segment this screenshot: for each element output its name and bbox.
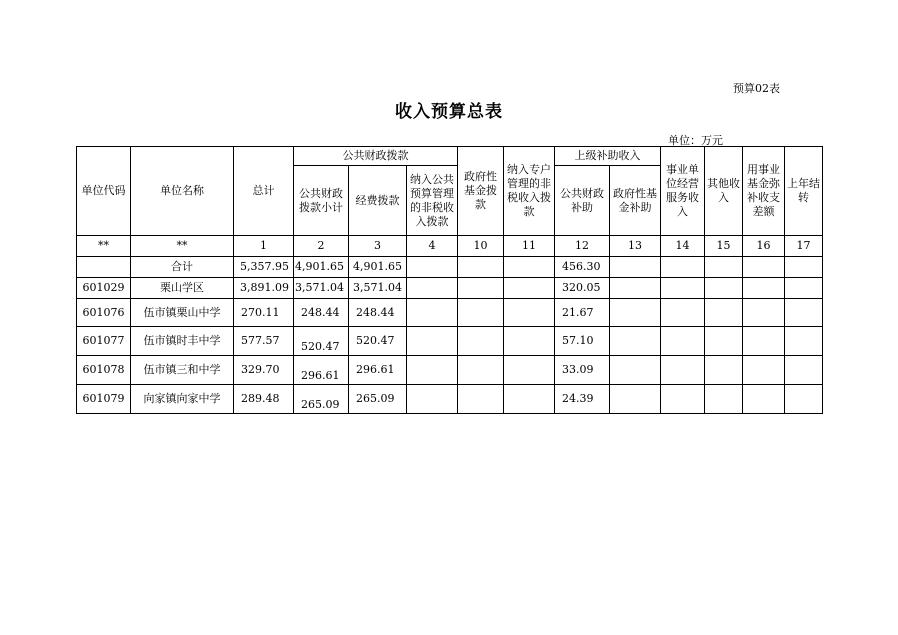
empty-cell [743,257,785,278]
unit-name-cell: 合计 [131,257,234,278]
us-public-cell: 33.09 [555,356,610,385]
empty-cell [661,356,705,385]
header-carryover: 上年结转 [785,147,823,236]
table-row [77,257,823,278]
total-cell: 329.70 [234,356,294,385]
empty-cell [743,327,785,356]
pf-funding-cell: 3,571.04 [349,278,407,299]
header-service-income: 事业单位经营服务收入 [661,147,705,236]
empty-cell [610,299,661,327]
empty-cell [504,278,555,299]
pf-subtotal-cell: 265.09 [294,385,349,414]
empty-cell [610,257,661,278]
empty-cell [661,385,705,414]
empty-cell [610,356,661,385]
index-cell: 4 [407,236,458,257]
pf-funding-cell: 248.44 [349,299,407,327]
header-pf-nontax: 纳入公共预算管理的非税收入拨款 [407,166,458,236]
empty-cell [661,299,705,327]
empty-cell [661,327,705,356]
pf-funding-cell: 296.61 [349,356,407,385]
header-fund-gap: 用事业基金弥补收支差额 [743,147,785,236]
empty-cell [785,327,823,356]
index-cell: 16 [743,236,785,257]
total-cell: 289.48 [234,385,294,414]
unit-name-cell: 伍市镇三和中学 [131,356,234,385]
table-row [77,385,823,414]
index-cell: 12 [555,236,610,257]
unit-code-cell [77,257,131,278]
header-pf-funding: 经费拨款 [349,166,407,236]
unit-name-cell: 栗山学区 [131,278,234,299]
unit-code-cell: 601078 [77,356,131,385]
empty-cell [610,327,661,356]
header-unit-code: 单位代码 [77,147,131,236]
empty-cell [661,278,705,299]
empty-cell [661,257,705,278]
empty-cell [458,356,504,385]
header-total: 总计 [234,147,294,236]
empty-cell [785,257,823,278]
empty-cell [743,299,785,327]
table-row [77,299,823,327]
empty-cell [743,356,785,385]
header-public-fiscal: 公共财政拨款 [294,147,458,166]
empty-cell [458,327,504,356]
index-cell: 2 [294,236,349,257]
empty-cell [705,385,743,414]
index-cell: 14 [661,236,705,257]
header-other-income: 其他收入 [705,147,743,236]
empty-cell [504,257,555,278]
unit-code-cell: 601076 [77,299,131,327]
empty-cell [458,278,504,299]
pf-subtotal-cell: 248.44 [294,299,349,327]
header-unit-name: 单位名称 [131,147,234,236]
us-public-cell: 320.05 [555,278,610,299]
empty-cell [458,299,504,327]
empty-cell [458,385,504,414]
total-cell: 3,891.09 [234,278,294,299]
header-us-govfund: 政府性基金补助 [610,166,661,236]
unit-name-cell: 伍市镇栗山中学 [131,299,234,327]
page-title: 收入预算总表 [395,102,503,122]
empty-cell [610,278,661,299]
unit-label: 单位：万元 [668,134,723,147]
pf-subtotal-cell: 296.61 [294,356,349,385]
header-special-nontax: 纳入专户管理的非税收入拨款 [504,147,555,236]
total-cell: 577.57 [234,327,294,356]
index-cell: ** [131,236,234,257]
empty-cell [705,299,743,327]
empty-cell [458,257,504,278]
total-cell: 270.11 [234,299,294,327]
empty-cell [610,385,661,414]
pf-subtotal-cell: 4,901.65 [294,257,349,278]
total-cell: 5,357.95 [234,257,294,278]
us-public-cell: 57.10 [555,327,610,356]
empty-cell [743,385,785,414]
empty-cell [407,257,458,278]
empty-cell [785,299,823,327]
table-row [77,278,823,299]
index-cell: 11 [504,236,555,257]
table-row [77,327,823,356]
empty-cell [705,327,743,356]
unit-name-cell: 向家镇向家中学 [131,385,234,414]
empty-cell [705,356,743,385]
empty-cell [407,299,458,327]
unit-code-cell: 601079 [77,385,131,414]
empty-cell [705,278,743,299]
us-public-cell: 456.30 [555,257,610,278]
header-upper-subsidy: 上级补助收入 [555,147,661,166]
index-cell: 1 [234,236,294,257]
pf-subtotal-cell: 520.47 [294,327,349,356]
unit-code-cell: 601029 [77,278,131,299]
empty-cell [504,356,555,385]
empty-cell [407,278,458,299]
header-gov-fund: 政府性基金拨款 [458,147,504,236]
header-pf-subtotal: 公共财政拨款小计 [294,166,349,236]
pf-funding-cell: 265.09 [349,385,407,414]
empty-cell [407,385,458,414]
us-public-cell: 21.67 [555,299,610,327]
empty-cell [785,278,823,299]
index-cell: 17 [785,236,823,257]
unit-code-cell: 601077 [77,327,131,356]
empty-cell [407,356,458,385]
empty-cell [407,327,458,356]
header-us-public: 公共财政补助 [555,166,610,236]
index-cell: 13 [610,236,661,257]
index-cell: 15 [705,236,743,257]
table-row [77,356,823,385]
us-public-cell: 24.39 [555,385,610,414]
pf-subtotal-cell: 3,571.04 [294,278,349,299]
empty-cell [785,385,823,414]
income-budget-table [76,146,823,414]
pf-funding-cell: 4,901.65 [349,257,407,278]
unit-name-cell: 伍市镇时丰中学 [131,327,234,356]
index-cell: ** [77,236,131,257]
form-number: 预算02表 [733,82,780,95]
empty-cell [705,257,743,278]
empty-cell [743,278,785,299]
index-cell: 3 [349,236,407,257]
empty-cell [504,299,555,327]
empty-cell [504,385,555,414]
empty-cell [785,356,823,385]
pf-funding-cell: 520.47 [349,327,407,356]
empty-cell [504,327,555,356]
index-row [77,236,823,257]
index-cell: 10 [458,236,504,257]
